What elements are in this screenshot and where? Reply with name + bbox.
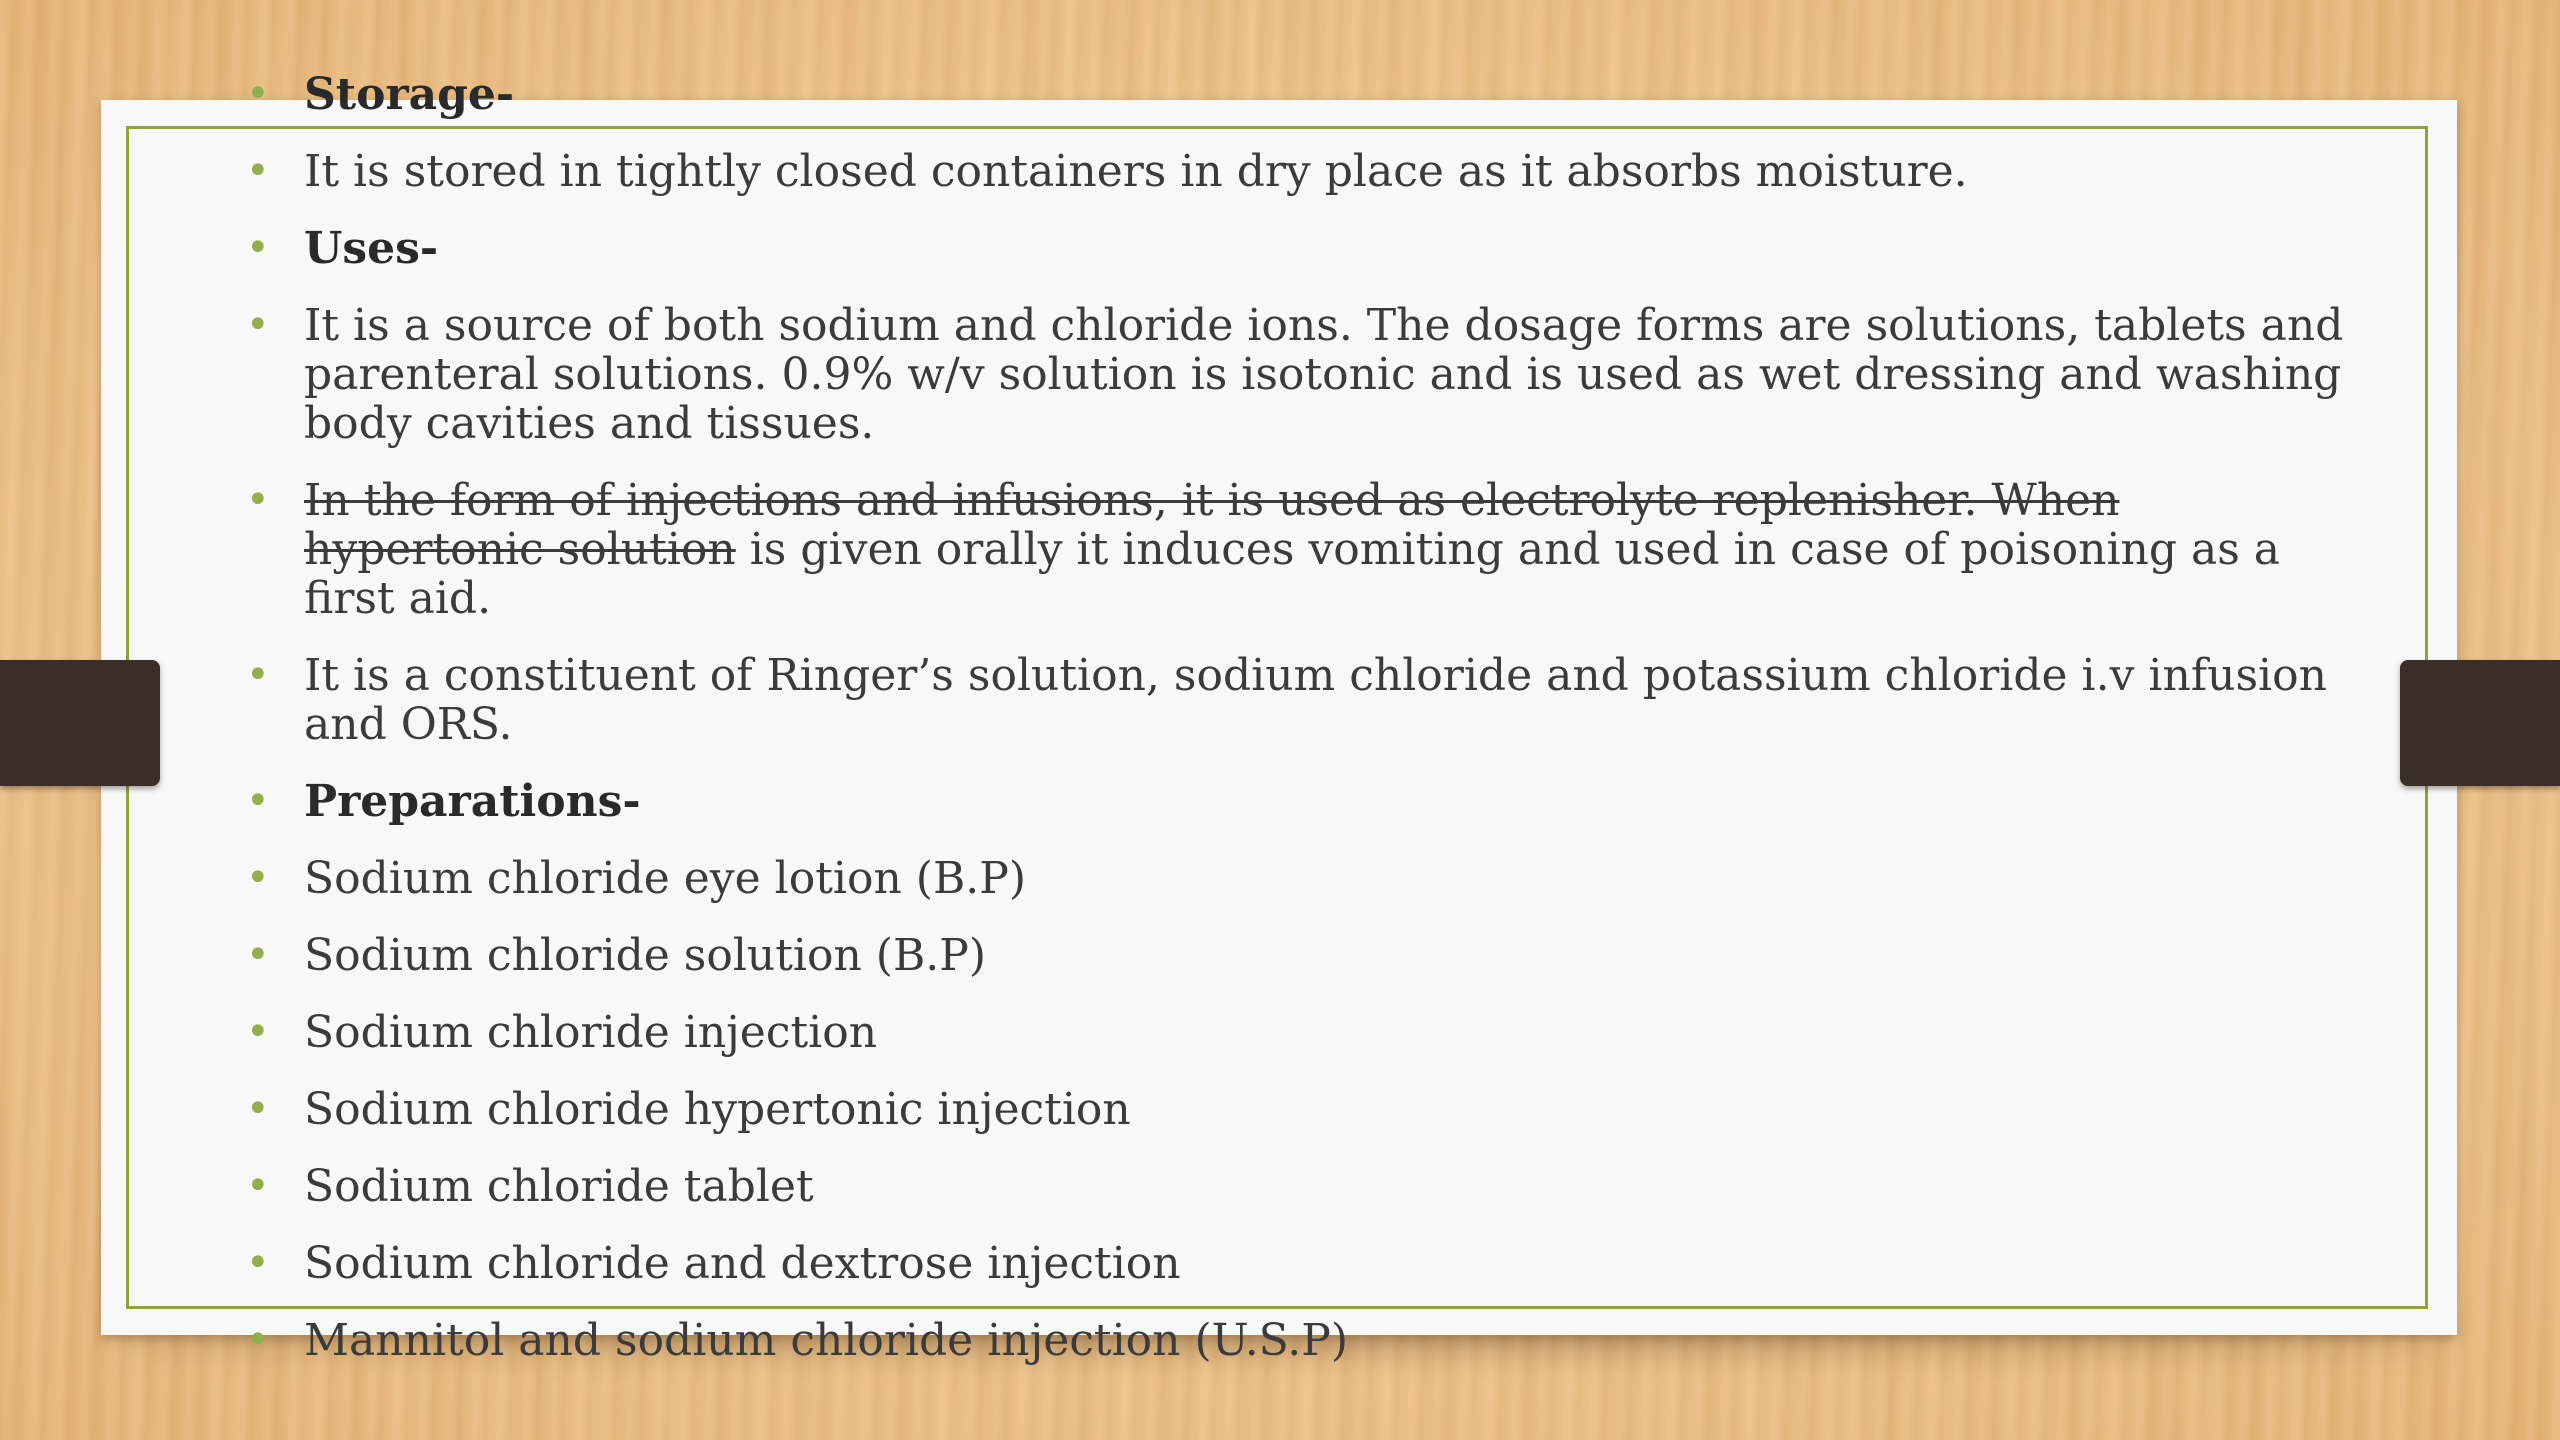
bullet-icon: •	[246, 1086, 270, 1132]
bullet-list	[240, 70, 2360, 1393]
list-item: • It is stored in tightly closed containers in dry place as it absorbs moisture.	[246, 146, 1968, 197]
bullet-icon: •	[246, 778, 270, 824]
list-item: • In the form of injections and infusions, it is used as electrolyte replenisher. When hypertonic solution is given orally it induces vomiting and used in case of poisoning as a first aid.	[246, 475, 2281, 624]
bullet-icon: •	[246, 477, 270, 523]
list-item: • Sodium chloride eye lotion (B.P)	[246, 853, 1027, 904]
bullet-icon: •	[246, 855, 270, 901]
list-item: • It is a constituent of Ringer’s solution, sodium chloride and potassium chloride i.v infusion and ORS.	[246, 650, 2327, 750]
bullet-icon: •	[246, 1317, 270, 1363]
bullet-icon: •	[246, 1163, 270, 1209]
list-item: • Sodium chloride hypertonic injection	[246, 1084, 1131, 1135]
list-item: • Sodium chloride tablet	[246, 1161, 814, 1212]
list-item: • Storage-	[246, 69, 515, 120]
bullet-icon: •	[246, 225, 270, 271]
list-item: • Sodium chloride injection	[246, 1007, 878, 1058]
list-item: • Uses-	[246, 223, 439, 274]
binder-clip-right	[2400, 660, 2560, 786]
bullet-icon: •	[246, 1240, 270, 1286]
bullet-icon: •	[246, 932, 270, 978]
list-item: • It is a source of both sodium and chloride ions. The dosage forms are solutions, tablets and parenteral solutions. 0.9% w/v solution is isotonic and is used as wet dressing and washing body cavities and tissues.	[246, 300, 2344, 449]
struck-text: In the form of injections and infusions, it is used as electrolyte replenisher. When hypertonic solution	[304, 475, 2120, 575]
list-item: • Sodium chloride solution (B.P)	[246, 930, 987, 981]
bullet-icon: •	[246, 71, 270, 117]
bullet-icon: •	[246, 652, 270, 698]
list-item: • Preparations-	[246, 776, 641, 827]
bullet-icon: •	[246, 148, 270, 194]
list-item: • Mannitol and sodium chloride injection (U.S.P)	[246, 1315, 1349, 1366]
list-item: • Sodium chloride and dextrose injection	[246, 1238, 1181, 1289]
bullet-icon: •	[246, 302, 270, 348]
bullet-icon: •	[246, 1009, 270, 1055]
binder-clip-left	[0, 660, 160, 786]
